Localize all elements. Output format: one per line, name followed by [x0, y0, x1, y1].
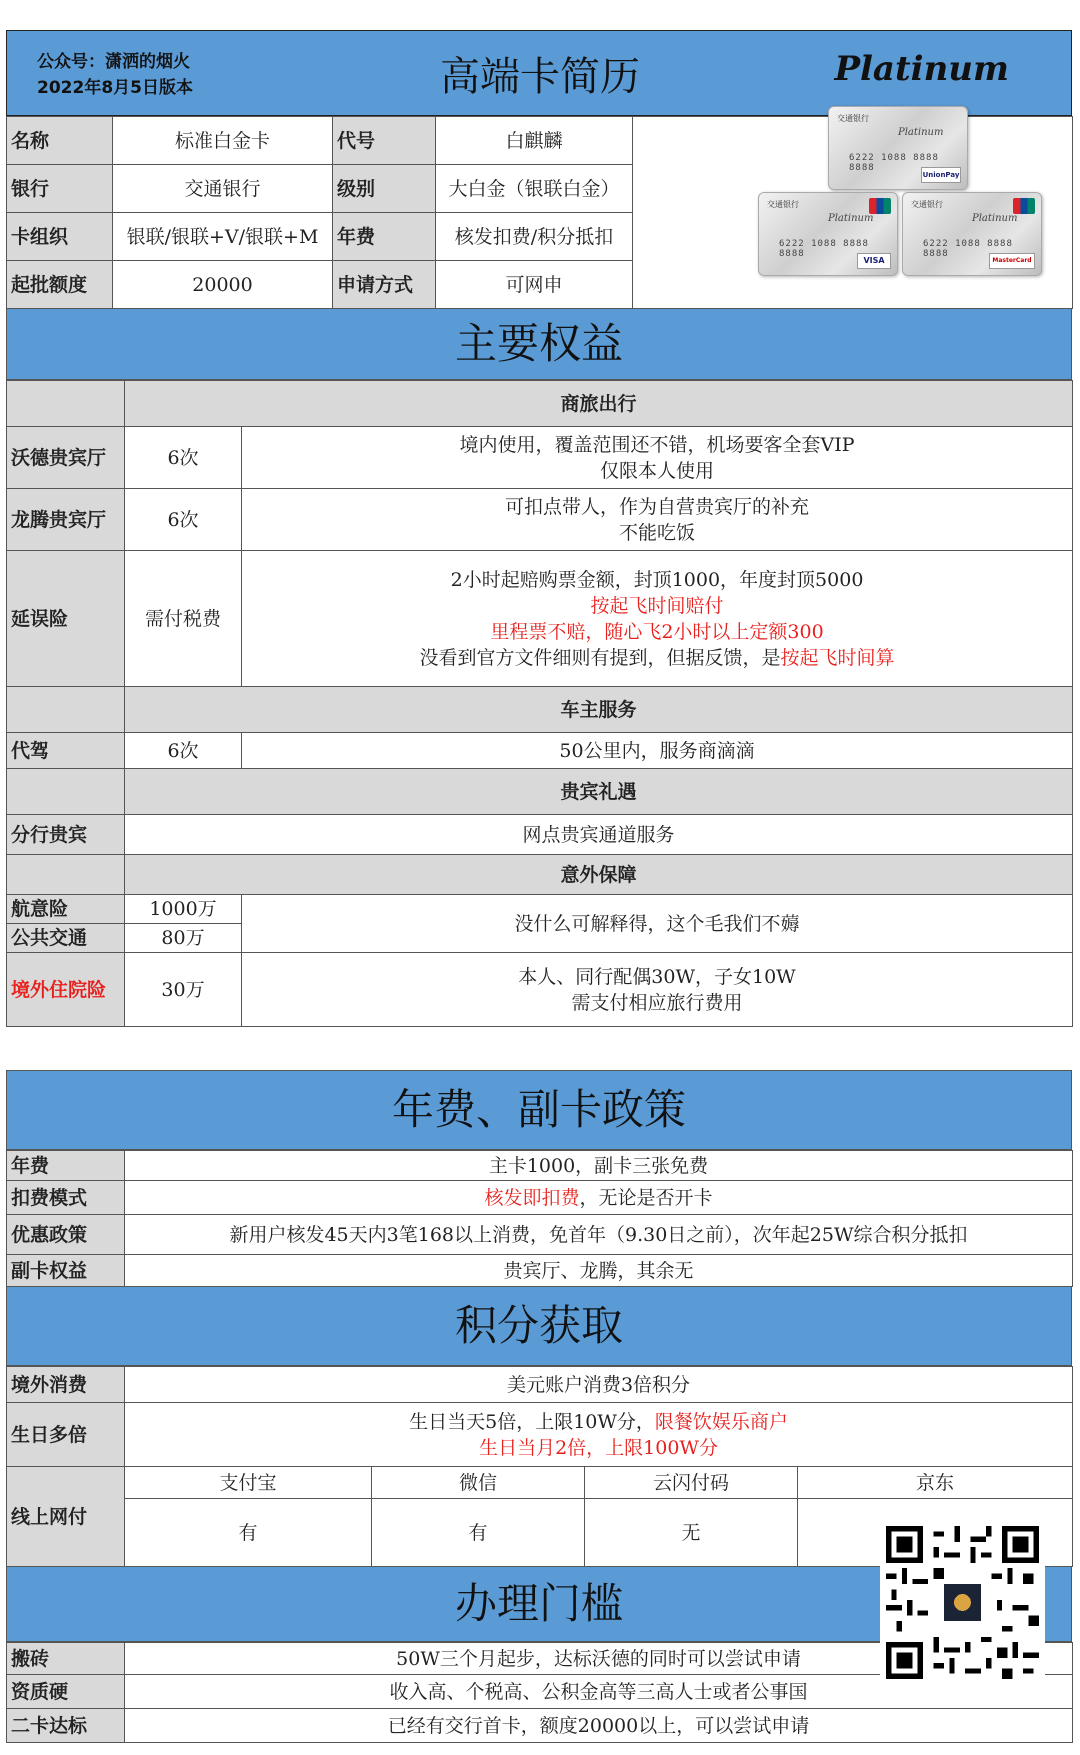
- benefit-label: 沃德贵宾厅: [7, 427, 125, 489]
- info-label: 卡组织: [7, 213, 113, 261]
- desc-line: 可扣点带人，作为自营贵宾厅的补充: [505, 495, 810, 518]
- desc-line: 仅限本人使用: [600, 459, 715, 482]
- threshold-desc: 50W三个月起步，达标沃德的同时可以尝试申请: [125, 1643, 1073, 1675]
- points-row: [7, 1403, 1073, 1467]
- benefit-label: 境外住院险: [7, 953, 125, 1027]
- benefit-row: [7, 953, 1073, 1027]
- threshold-label: 资质硬: [7, 1675, 125, 1709]
- platinum-brand: Platinum: [834, 49, 1009, 89]
- qr-code: [880, 1520, 1045, 1685]
- info-value: 标准白金卡: [113, 117, 333, 165]
- qr-code-icon: [886, 1526, 1039, 1679]
- benefit-label: 分行贵宾: [7, 815, 125, 855]
- card-platinum-text: Platinum: [972, 213, 1018, 224]
- fee-row: [7, 1151, 1073, 1181]
- card-image-visa: [758, 192, 898, 276]
- threshold-row: [7, 1709, 1073, 1743]
- benefit-amount: 1000万: [125, 895, 242, 924]
- info-label: 名称: [7, 117, 113, 165]
- account-name: 公众号：潇洒的烟火: [37, 52, 190, 72]
- points-row: [7, 1367, 1073, 1403]
- online-pay-value: 有: [372, 1499, 585, 1567]
- benefit-desc: 50公里内，服务商滴滴: [242, 733, 1073, 769]
- fee-row: [7, 1215, 1073, 1255]
- online-pay-value: 有: [125, 1499, 372, 1567]
- card-platinum-text: Platinum: [828, 213, 874, 224]
- benefit-count: 6次: [125, 489, 242, 551]
- info-label: 级别: [333, 165, 436, 213]
- benefit-label: 航意险: [7, 895, 125, 924]
- benefit-desc: 网点贵宾通道服务: [125, 815, 1073, 855]
- desc-line-highlight: 生日当月2倍，上限100W分: [479, 1436, 718, 1459]
- threshold-desc: 收入高、个税高、公积金高等三高人士或者公事国: [125, 1675, 1073, 1709]
- info-value: 可网申: [436, 261, 633, 309]
- benefit-desc: [242, 953, 1073, 1027]
- benefit-amount: 80万: [125, 924, 242, 953]
- section-banner-threshold: 办理门槛: [6, 1566, 1072, 1642]
- category-travel: 商旅出行: [125, 381, 1073, 427]
- info-label: 申请方式: [333, 261, 436, 309]
- online-pay-header-row: [7, 1467, 1073, 1499]
- fee-label: 副卡权益: [7, 1255, 125, 1287]
- fee-label: 年费: [7, 1151, 125, 1181]
- card-number: 6222 1088 8888 8888: [923, 239, 1013, 259]
- benefit-row: [7, 815, 1073, 855]
- blank-cell: [7, 381, 125, 427]
- card-number: 6222 1088 8888 8888: [849, 153, 939, 173]
- points-label: 境外消费: [7, 1367, 125, 1403]
- desc-line: [129, 1409, 1068, 1435]
- benefit-row: [7, 551, 1073, 687]
- header-bar: [6, 30, 1072, 116]
- online-pay-header: 支付宝: [125, 1467, 372, 1499]
- desc-line: 不能吃饭: [619, 521, 696, 544]
- benefit-amount: 30万: [125, 953, 242, 1027]
- fee-desc-highlight: 核发即扣费: [484, 1186, 580, 1209]
- benefit-row: [7, 895, 1073, 924]
- benefit-label: 代驾: [7, 733, 125, 769]
- bank-logo-icon: 交通银行: [767, 200, 799, 209]
- category-row: [7, 381, 1073, 427]
- points-label: 线上网付: [7, 1467, 125, 1567]
- card-number: 6222 1088 8888 8888: [779, 239, 869, 259]
- benefits-table: [6, 380, 1073, 1027]
- fee-label: 扣费模式: [7, 1181, 125, 1215]
- resume-sheet: [6, 30, 1072, 1737]
- benefit-label: 延误险: [7, 551, 125, 687]
- section-banner-benefits: 主要权益: [6, 308, 1072, 380]
- section-banner-fees: 年费、副卡政策: [6, 1070, 1072, 1150]
- bank-logo-icon: 交通银行: [837, 114, 869, 123]
- category-row: [7, 769, 1073, 815]
- category-vip: 贵宾礼遇: [125, 769, 1073, 815]
- benefit-count: 需付税费: [125, 551, 242, 687]
- threshold-label: 搬砖: [7, 1643, 125, 1675]
- desc-line: 境内使用，覆盖范围还不错，机场要客全套VIP: [459, 433, 855, 456]
- desc-text: 没看到官方文件细则有提到，但据反馈，是: [419, 646, 781, 669]
- category-row: [7, 855, 1073, 895]
- fee-desc: 贵宾厅、龙腾，其余无: [125, 1255, 1073, 1287]
- points-desc: [125, 1403, 1073, 1467]
- benefit-count: 6次: [125, 733, 242, 769]
- desc-line-highlight: 里程票不赔，随心飞2小时以上定额300: [490, 620, 824, 643]
- info-label: 年费: [333, 213, 436, 261]
- fee-row: [7, 1181, 1073, 1215]
- info-value: 20000: [113, 261, 333, 309]
- unionpay-logo-icon: [1013, 198, 1035, 214]
- section-banner-points: 积分获取: [6, 1286, 1072, 1366]
- fee-desc-text: ，无论是否开卡: [579, 1186, 713, 1209]
- fee-desc: [125, 1181, 1073, 1215]
- card-image-unionpay: [828, 106, 968, 190]
- online-pay-header: 云闪付码: [585, 1467, 798, 1499]
- desc-text-highlight: 限餐饮娱乐商户: [654, 1410, 788, 1433]
- bank-logo-icon: 交通银行: [911, 200, 943, 209]
- desc-line: 需支付相应旅行费用: [571, 991, 743, 1014]
- mastercard-logo-icon: MasterCard: [989, 253, 1035, 269]
- fee-desc: 主卡1000，副卡三张免费: [125, 1151, 1073, 1181]
- benefit-label: 公共交通: [7, 924, 125, 953]
- benefit-desc: 没什么可解释得，这个毛我们不薅: [242, 895, 1073, 953]
- benefit-row: [7, 733, 1073, 769]
- card-image-mastercard: [902, 192, 1042, 276]
- blank-cell: [7, 769, 125, 815]
- benefit-desc: [242, 427, 1073, 489]
- fee-desc: 新用户核发45天内3笔168以上消费，免首年（9.30日之前），次年起25W综合积分抵扣: [125, 1215, 1073, 1255]
- info-value: 交通银行: [113, 165, 333, 213]
- info-label: 代号: [333, 117, 436, 165]
- card-images: [746, 106, 1046, 286]
- threshold-desc: 已经有交行首卡，额度20000以上，可以尝试申请: [125, 1709, 1073, 1743]
- blank-cell: [7, 687, 125, 733]
- fee-label: 优惠政策: [7, 1215, 125, 1255]
- online-pay-value: 无: [585, 1499, 798, 1567]
- benefit-row: [7, 489, 1073, 551]
- desc-text-highlight: 按起飞时间算: [780, 646, 895, 669]
- points-desc: 美元账户消费3倍积分: [125, 1367, 1073, 1403]
- benefit-desc: [242, 551, 1073, 687]
- visa-logo-icon: VISA: [857, 253, 891, 269]
- online-pay-header: 微信: [372, 1467, 585, 1499]
- desc-line-highlight: 按起飞时间赔付: [590, 594, 724, 617]
- info-value: 白麒麟: [436, 117, 633, 165]
- fee-row: [7, 1255, 1073, 1287]
- category-car: 车主服务: [125, 687, 1073, 733]
- card-platinum-text: Platinum: [898, 127, 944, 138]
- category-row: [7, 687, 1073, 733]
- version-date: 2022年8月5日版本: [37, 78, 193, 98]
- info-label: 起批额度: [7, 261, 113, 309]
- desc-line: 本人、同行配偶30W，子女10W: [518, 965, 796, 988]
- desc-text: 生日当天5倍，上限10W分，: [409, 1410, 655, 1433]
- desc-line: [246, 645, 1068, 671]
- fees-table: [6, 1150, 1073, 1287]
- unionpay-logo-icon: UnionPay: [921, 167, 961, 183]
- benefit-count: 6次: [125, 427, 242, 489]
- info-value: 大白金（银联白金）: [436, 165, 633, 213]
- page-title: 高端卡简历: [440, 54, 640, 100]
- online-pay-header: 京东: [798, 1467, 1073, 1499]
- info-value: 银联/银联+V/银联+M: [113, 213, 333, 261]
- unionpay-logo-icon: [869, 198, 891, 214]
- desc-line: 2小时起赔购票金额，封顶1000，年度封顶5000: [450, 568, 864, 591]
- benefit-label: 龙腾贵宾厅: [7, 489, 125, 551]
- info-value: 核发扣费/积分抵扣: [436, 213, 633, 261]
- blank-cell: [7, 855, 125, 895]
- category-insurance: 意外保障: [125, 855, 1073, 895]
- benefit-desc: [242, 489, 1073, 551]
- threshold-label: 二卡达标: [7, 1709, 125, 1743]
- benefit-row: [7, 427, 1073, 489]
- points-label: 生日多倍: [7, 1403, 125, 1467]
- info-label: 银行: [7, 165, 113, 213]
